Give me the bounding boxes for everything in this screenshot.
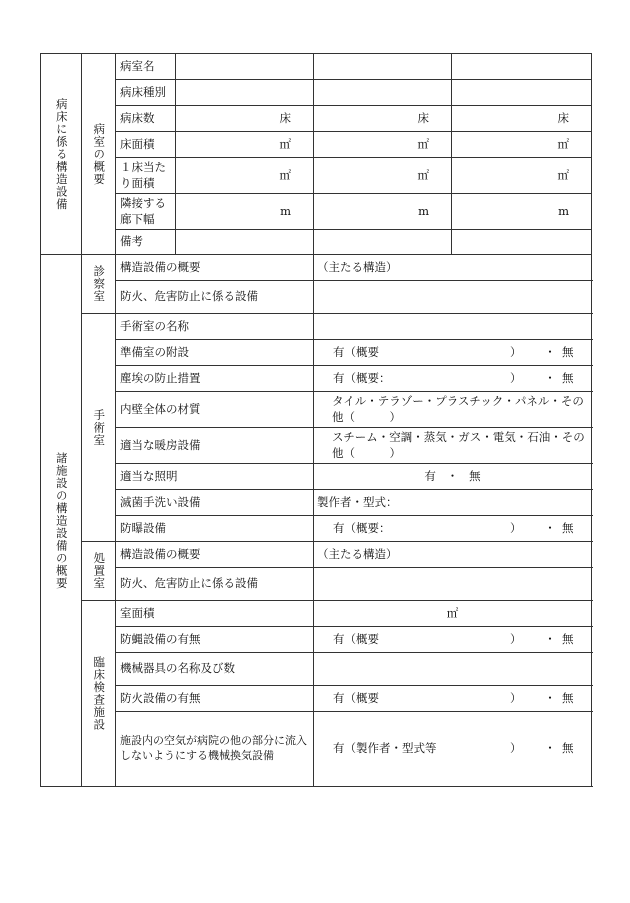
nashi-option[interactable]: 無 [562,741,574,756]
dot: ・ [446,468,459,483]
row-label: 床面積 [116,132,176,158]
row-shomei [41,464,592,490]
cell-value[interactable] [314,54,452,80]
unit-cell[interactable]: m [314,194,452,230]
cell-value[interactable] [176,230,314,255]
row-label: 防蝿設備の有無 [116,627,314,653]
nashi-option[interactable]: 無 [562,344,574,359]
option-cell[interactable] [314,627,592,653]
nashi-option[interactable]: 無 [562,370,574,385]
hospital-facility-table [40,53,592,787]
kensa-heading: 臨床検査施設 [82,601,116,787]
row-label: 構造設備の概要 [116,542,314,568]
ari-text: 有（概要 [333,631,379,646]
row-roka-haba [41,194,592,230]
row-label: 防火設備の有無 [116,686,314,712]
form-page [40,53,591,787]
unit-cell[interactable]: ㎡ [452,132,592,158]
section2-heading: 諸施設の構造設備の概要 [41,255,82,787]
dot: ・ [544,344,556,359]
nashi-option[interactable]: 無 [562,631,574,646]
close-paren: ） [510,690,522,705]
cell-value[interactable]: （主たる構造） [314,255,592,281]
close-paren: ） [510,370,522,385]
ari-text: 有（製作者・型式等 [333,741,437,756]
row-label: 準備室の附設 [116,340,314,366]
lighting-options[interactable] [314,464,592,490]
ari-text: 有（概要 [333,690,379,705]
cell-value[interactable] [314,568,592,601]
unit-cell[interactable]: ㎡ [176,132,314,158]
row-isho-menseki [41,158,592,194]
row-label: 病床数 [116,106,176,132]
unit-cell[interactable]: 床 [176,106,314,132]
row-label: 隣接する廊下幅 [116,194,176,230]
row-label: １床当たり面積 [116,158,176,194]
dot: ・ [544,741,556,756]
dot: ・ [544,631,556,646]
option-cell[interactable] [314,712,592,787]
row-kensa-menseki [41,601,592,627]
row-label: 病床種別 [116,80,176,106]
row-boka-setsubi [41,686,592,712]
unit-cell[interactable]: 床 [314,106,452,132]
row-byoshitsu-mei [41,54,592,80]
option-cell[interactable] [314,366,592,392]
row-byosho-su [41,106,592,132]
row-yuka-menseki [41,132,592,158]
row-label: 病室名 [116,54,176,80]
row-label: 施設内の空気が病院の他の部分に流入しないようにする機械換気設備 [116,712,314,787]
row-biko [41,230,592,255]
dot: ・ [544,520,556,535]
ari-text: 有（概要 [333,344,379,359]
nashi-option[interactable]: 無 [562,690,574,705]
shinsatsu-heading: 診察室 [82,255,116,314]
ari-option[interactable]: 有 [424,468,436,483]
shujutsu-heading: 手術室 [82,314,116,542]
nashi-option[interactable]: 無 [562,520,574,535]
row-label: 構造設備の概要 [116,255,314,281]
nashi-option[interactable]: 無 [469,468,481,483]
cell-value[interactable] [314,653,592,686]
row-label: 手術室の名称 [116,314,314,340]
unit-cell[interactable]: ㎡ [314,132,452,158]
material-options[interactable]: タイル・テラゾー・プラスチック・パネル・その他（ ） [314,392,592,428]
row-label: 室面積 [116,601,314,627]
row-shochi-kozo [41,542,592,568]
unit-cell[interactable]: ㎡ [452,158,592,194]
unit-cell[interactable]: 床 [452,106,592,132]
cell-value[interactable] [452,230,592,255]
maker-cell[interactable]: 製作者・型式： [314,490,592,516]
row-label: 防火、危害防止に係る設備 [116,568,314,601]
cell-value[interactable] [314,314,592,340]
row-bochu [41,627,592,653]
row-junbi [41,340,592,366]
section1-subheading: 病室の概要 [82,54,116,255]
row-label: 適当な照明 [116,464,314,490]
cell-value[interactable] [452,54,592,80]
row-naiheki [41,392,592,428]
option-cell[interactable] [314,340,592,366]
row-label: 塵埃の防止措置 [116,366,314,392]
dot: ・ [544,690,556,705]
row-shujutsu-meisho [41,314,592,340]
dot: ・ [544,370,556,385]
row-label: 備考 [116,230,176,255]
option-cell[interactable] [314,516,592,542]
row-label: 防火、危害防止に係る設備 [116,281,314,314]
row-byosho-shubetsu [41,80,592,106]
row-label: 適当な暖房設備 [116,428,314,464]
area-unit[interactable]: ㎡ [314,601,592,627]
cell-value[interactable] [314,80,452,106]
cell-value[interactable] [452,80,592,106]
row-kikai [41,653,592,686]
cell-value[interactable] [314,230,452,255]
close-paren: ） [510,520,522,535]
unit-cell[interactable]: ㎡ [176,158,314,194]
cell-value[interactable] [176,54,314,80]
option-cell[interactable] [314,686,592,712]
ari-text: 有（概要： [333,370,391,385]
row-bobaku [41,516,592,542]
close-paren: ） [510,741,522,756]
row-shochi-boka [41,568,592,601]
row-jinai [41,366,592,392]
section1-heading: 病床に係る構造設備 [41,54,82,255]
row-label: 防曝設備 [116,516,314,542]
row-danbo [41,428,592,464]
unit-cell[interactable]: m [176,194,314,230]
close-paren: ） [510,344,522,359]
close-paren: ） [510,631,522,646]
row-mekkin [41,490,592,516]
cell-value[interactable]: （主たる構造） [314,542,592,568]
ari-text: 有（概要： [333,520,391,535]
row-kanki [41,712,592,787]
cell-value[interactable] [314,281,592,314]
row-label: 滅菌手洗い設備 [116,490,314,516]
shochi-heading: 処置室 [82,542,116,601]
heating-options[interactable]: スチーム・空調・蒸気・ガス・電気・石油・その他（ ） [314,428,592,464]
row-shinsatsu-boka [41,281,592,314]
unit-cell[interactable]: m [452,194,592,230]
row-label: 機械器具の名称及び数 [116,653,314,686]
unit-cell[interactable]: ㎡ [314,158,452,194]
row-label: 内壁全体の材質 [116,392,314,428]
cell-value[interactable] [176,80,314,106]
row-shinsatsu-kozo [41,255,592,281]
